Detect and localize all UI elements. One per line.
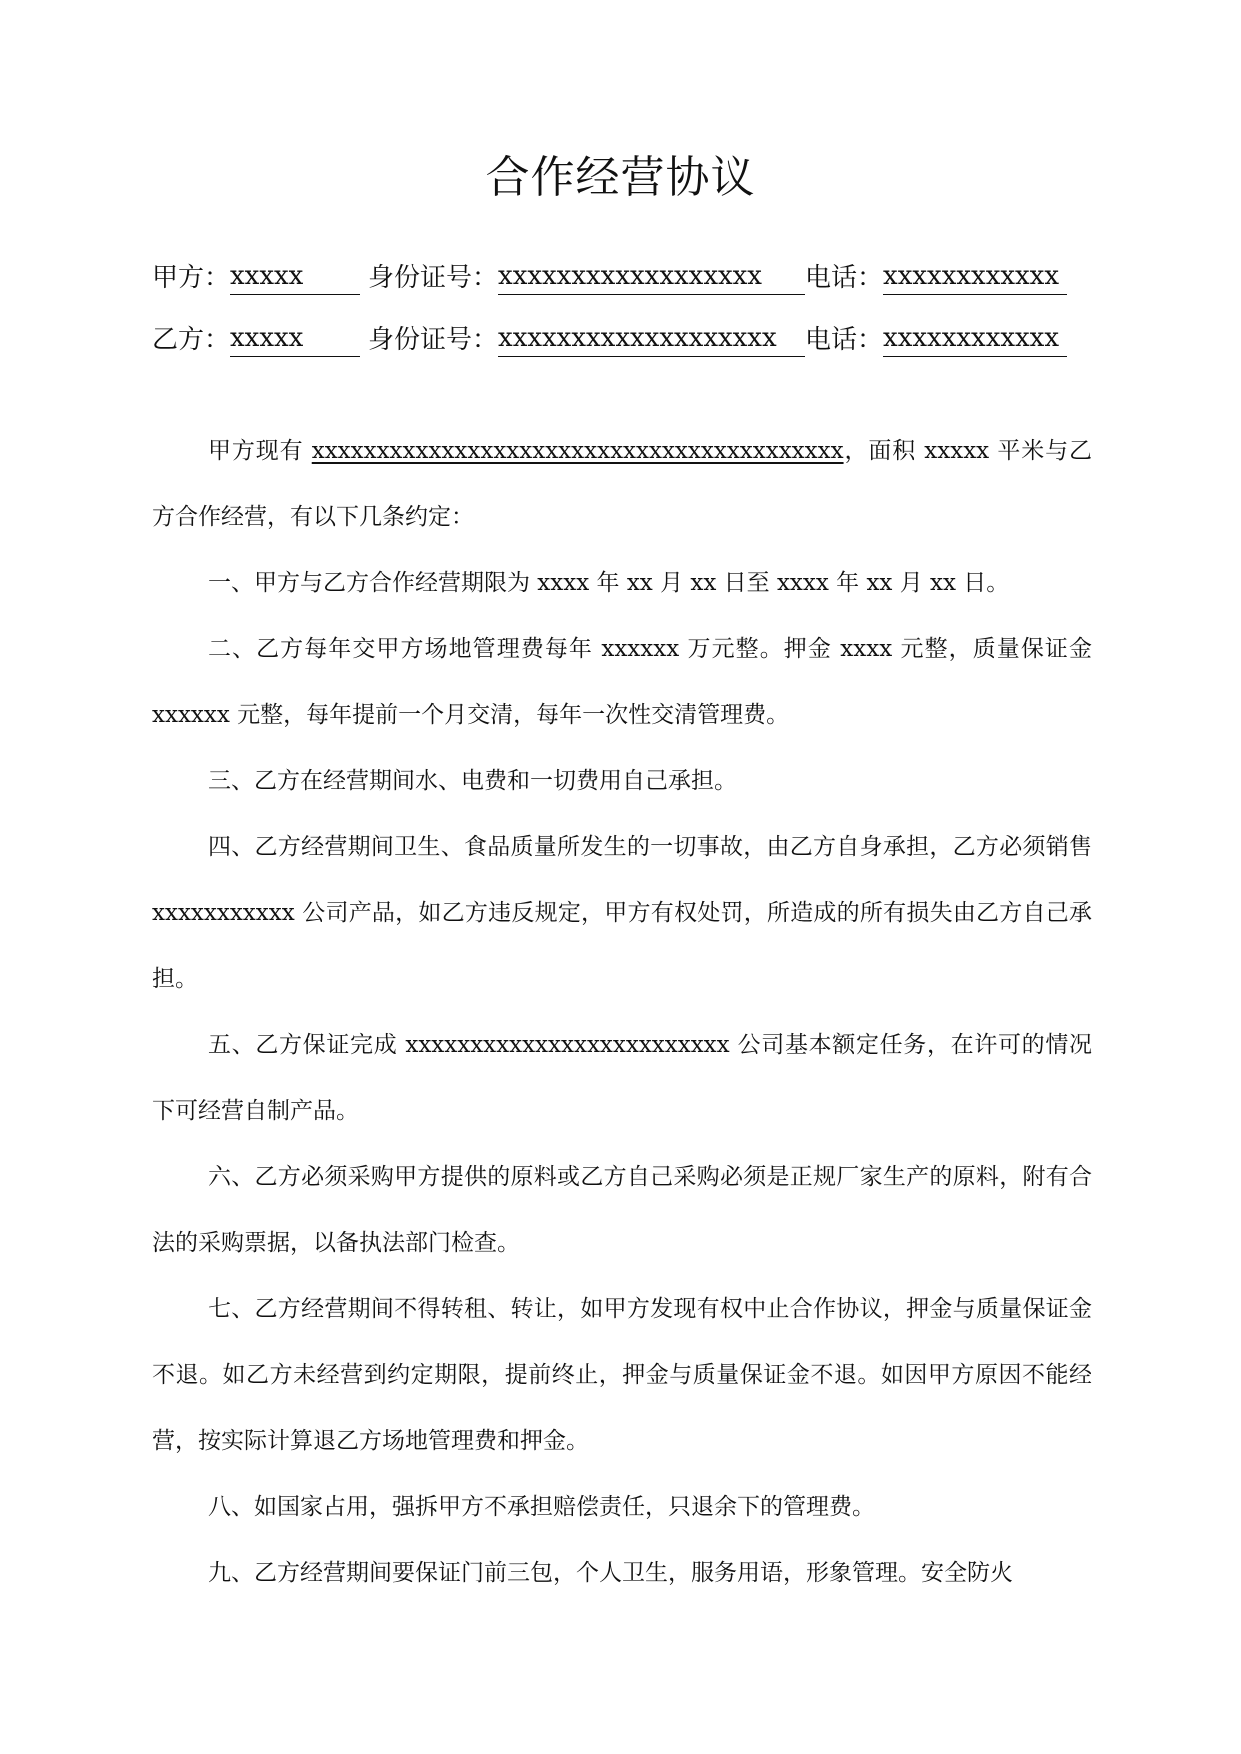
party-a-phone-label: 电话： [805, 263, 884, 293]
document-title: 合作经营协议 [485, 152, 756, 203]
party-a-id: xxxxxxxxxxxxxxxxxx [498, 258, 805, 295]
clause-9: 九、乙方经营期间要保证门前三包，个人卫生，服务用语，形象管理。安全防火 [208, 1560, 1013, 1586]
clause-4: 四、乙方经营期间卫生、食品质量所发生的一切事故，由乙方自身承担，乙方必须销售 xxxxxxxxxxx 公司产品，如乙方违反规定，甲方有权处罚，所造成的所有损失由乙方自己承担。 [152, 834, 1092, 992]
clause-3: 三、乙方在经营期间水、电费和一切费用自己承担。 [208, 768, 737, 794]
party-b-id-label: 身份证号： [368, 325, 499, 355]
clause-8: 八、如国家占用，强拆甲方不承担赔偿责任，只退余下的管理费。 [208, 1494, 875, 1520]
party-a-label: 甲方： [152, 263, 231, 293]
intro-suffix: ，面积 xxxxx 平米与乙方合作经营，有以下几条约定： [152, 438, 1092, 530]
party-a-name: xxxxx [230, 258, 360, 295]
clause-5: 五、乙方保证完成 xxxxxxxxxxxxxxxxxxxxxxxxx 公司基本额定任务，在许可的情况下可经营自制产品。 [152, 1032, 1092, 1124]
clause-1: 一、甲方与乙方合作经营期限为 xxxx 年 xx 月 xx 日至 xxxx 年 xx 月 xx 日。 [208, 570, 1010, 596]
party-b-label: 乙方： [152, 325, 231, 355]
party-a-line [152, 258, 1092, 298]
party-a-id-label: 身份证号： [368, 263, 499, 293]
party-b-line [152, 320, 1092, 360]
intro-paragraph [152, 418, 1092, 550]
party-b-name: xxxxx [230, 320, 360, 357]
clause-7: 七、乙方经营期间不得转租、转让，如甲方发现有权中止合作协议，押金与质量保证金不退。如乙方未经营到约定期限，提前终止，押金与质量保证金不退。如因甲方原因不能经营，按实际计算退乙方场地管理费和押金。 [152, 1296, 1092, 1454]
intro-location: xxxxxxxxxxxxxxxxxxxxxxxxxxxxxxxxxxxxxxxxx [311, 438, 844, 464]
party-b-id: xxxxxxxxxxxxxxxxxxx [498, 320, 805, 357]
clause-2: 二、乙方每年交甲方场地管理费每年 xxxxxx 万元整。押金 xxxx 元整，质量保证金 xxxxxx 元整，每年提前一个月交清，每年一次性交清管理费。 [152, 636, 1092, 728]
party-b-phone-label: 电话： [805, 325, 884, 355]
clause-6: 六、乙方必须采购甲方提供的原料或乙方自己采购必须是正规厂家生产的原料，附有合法的采购票据，以备执法部门检查。 [152, 1164, 1092, 1256]
intro-prefix: 甲方现有 [208, 438, 312, 464]
party-a-phone: xxxxxxxxxxxx [883, 258, 1067, 295]
agreement-body [152, 418, 1092, 1606]
party-b-phone: xxxxxxxxxxxx [883, 320, 1067, 357]
